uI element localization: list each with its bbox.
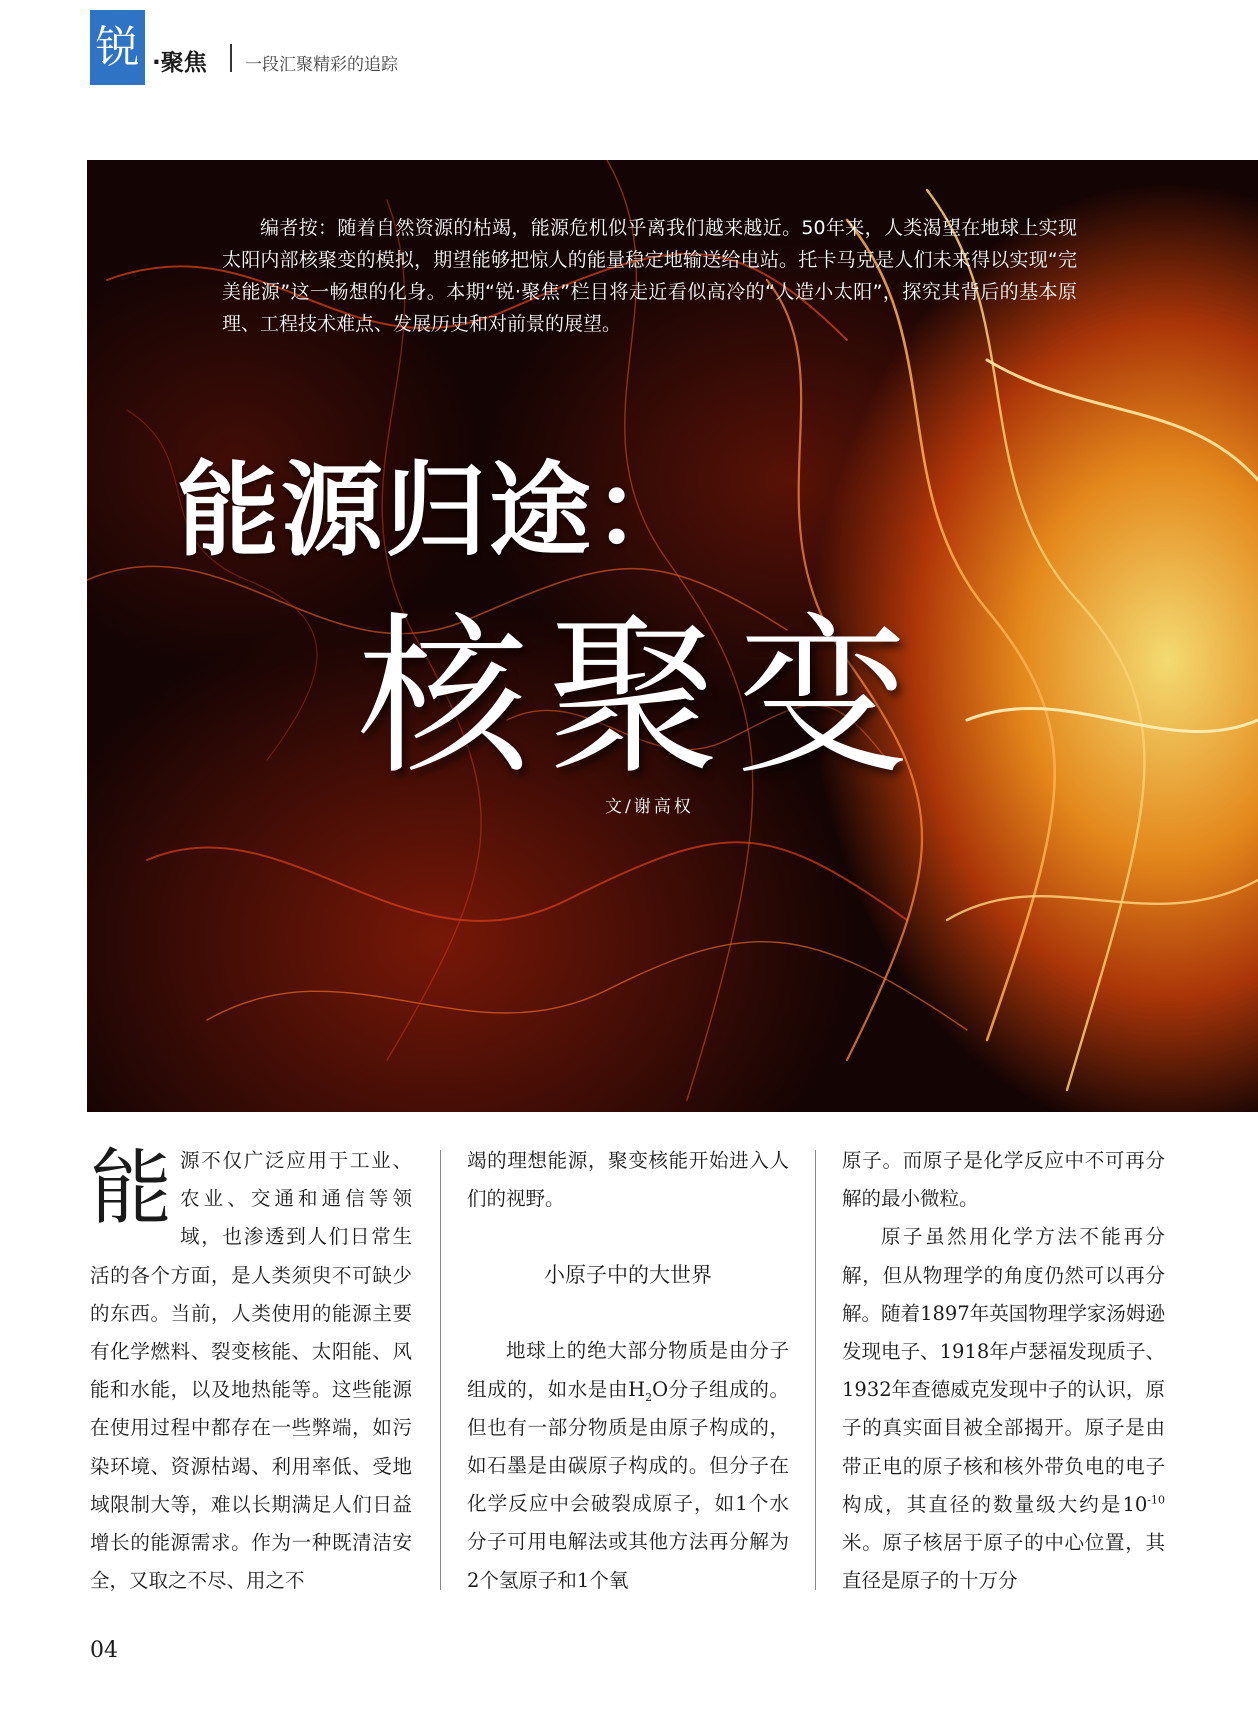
column-2-paragraph: 地球上的绝大部分物质是由分子组成的，如水是由$H_2O$分子组成的。但也有一部分物质是由原子构成的，如石墨是由碳原子构成的。但分子在化学反应中会破裂成原子，如1个水分子可用电解法或其他方法再分解为2个氢原子和1个氧 [467,1339,789,1592]
column-divider [440,1150,441,1590]
page-number: 04 [90,1638,118,1663]
section-logo: 锐 [90,10,145,85]
column-3-text: 原子。而原子是化学反应中不可再分解的最小微粒。 [842,1149,1165,1211]
article-column-3 [842,1142,1165,1600]
editor-note: 编者按：随着自然资源的枯竭，能源危机似乎离我们越来越近。50年来，人类渴望在地球上实现太阳内部核聚变的模拟，期望能够把惊人的能量稳定地输送给电站。托卡马克是人们未来得以实现“完美能源”这一畅想的化身。本期“锐·聚焦”栏目将走近看似高冷的“人造小太阳”，探究其背后的基本原理、工程技术难点、发展历史和对前景的展望。 [222,217,1077,335]
drop-cap: 能 [90,1141,173,1236]
author-byline: 文/谢高权 [605,797,694,817]
section-heading: 小原子中的大世界 [544,1263,712,1288]
section-name: ·聚焦 [152,50,207,76]
column-2-text: 竭的理想能源，聚变核能开始进入人们的视野。 [467,1149,789,1211]
header-divider [230,44,232,72]
article-column-2 [467,1142,789,1600]
hero-image [87,160,1258,1112]
column-1-text: 源不仅广泛应用于工业、农业、交通和通信等领域，也渗透到人们日常生活的各个方面，是人类须臾不可缺少的东西。当前，人类使用的能源主要有化学燃料、裂变核能、太阳能、风能和水能，以及地热能等。这些能源在使用过程中都存在一些弊端，如污染环境、资源枯竭、利用率低、受地域限制大等，难以长期满足人们日益增长的能源需求。作为一种既清洁安全，又取之不尽、用之不 [90,1149,412,1593]
column-divider [815,1150,816,1590]
article-title-main: 核聚变 [357,597,927,798]
article-column-1 [90,1142,412,1600]
column-3-paragraph: 原子虽然用化学方法不能再分解，但从物理学的角度仍然可以再分解。随着1897年英国物理学家汤姆逊发现电子、1918年卢瑟福发现质子、1932年查德威克发现中子的认识，原子的真实面目被全部揭开。原子是由带正电的原子核和核外带负电的电子构成，其直径的数量级大约是$10^{-10}$米。原子核居于原子的中心位置，其直径是原子的十万分 [842,1225,1165,1593]
article-title: 能源归途： [177,452,697,571]
section-tagline: 一段汇聚精彩的追踪 [245,55,398,75]
